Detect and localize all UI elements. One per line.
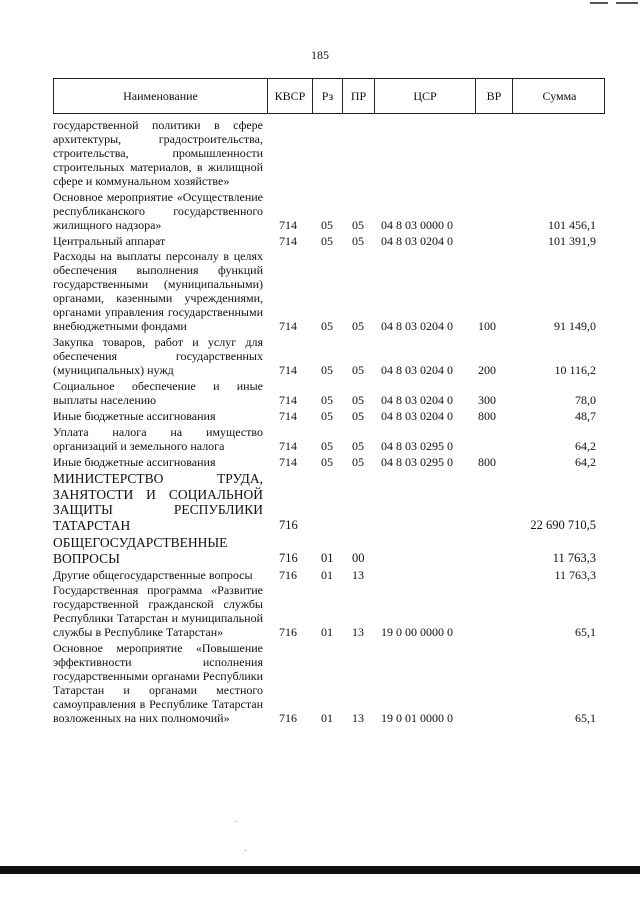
row-name: Центральный аппарат — [53, 234, 166, 248]
row-kvsr: 716 — [279, 550, 298, 565]
row-sum: 64,2 — [575, 439, 596, 453]
row-rz: 05 — [321, 393, 333, 407]
row-kvsr: 716 — [279, 625, 297, 639]
row-rz: 05 — [321, 363, 333, 377]
row-sum: 11 763,3 — [554, 568, 596, 582]
row-name: Закупка товаров, работ и услуг для обеспечения государственных (муниципальных) нужд — [53, 335, 263, 377]
row-csr: 04 8 03 0204 0 — [381, 409, 453, 423]
row-pr: 13 — [352, 711, 364, 725]
row-rz: 05 — [321, 409, 333, 423]
row-rz: 01 — [321, 568, 333, 582]
table-row — [53, 583, 613, 639]
row-vr: 300 — [478, 393, 496, 407]
row-pr: 05 — [352, 218, 364, 232]
table-row — [53, 535, 613, 566]
row-pr: 13 — [352, 568, 364, 582]
row-csr: 04 8 03 0204 0 — [381, 234, 453, 248]
row-sum: 101 391,9 — [548, 234, 596, 248]
table-row — [53, 190, 613, 232]
row-pr: 05 — [352, 439, 364, 453]
row-pr: 00 — [352, 550, 365, 565]
row-rz: 05 — [321, 234, 333, 248]
row-name: Другие общегосударственные вопросы — [53, 568, 253, 582]
table-row — [53, 471, 613, 533]
row-kvsr: 716 — [279, 568, 297, 582]
row-sum: 65,1 — [575, 625, 596, 639]
row-csr: 04 8 03 0204 0 — [381, 393, 453, 407]
row-csr: 19 0 00 0000 0 — [381, 625, 453, 639]
table-row — [53, 379, 613, 407]
header-name: Наименование — [54, 79, 268, 113]
row-pr: 05 — [352, 363, 364, 377]
row-kvsr: 714 — [279, 455, 297, 469]
table-row — [53, 335, 613, 377]
row-pr: 05 — [352, 409, 364, 423]
row-sum: 78,0 — [575, 393, 596, 407]
corner-mark-left — [590, 2, 608, 4]
row-sum: 10 116,2 — [554, 363, 596, 377]
row-sum: 101 456,1 — [548, 218, 596, 232]
row-vr: 800 — [478, 409, 496, 423]
header-sum: Сумма — [542, 89, 577, 103]
row-csr: 19 0 01 0000 0 — [381, 711, 453, 725]
row-kvsr: 714 — [279, 218, 297, 232]
row-rz: 01 — [321, 625, 333, 639]
row-vr: 800 — [478, 455, 496, 469]
row-name: ОБЩЕГОСУДАРСТВЕННЫЕ ВОПРОСЫ — [53, 535, 228, 566]
row-vr: 200 — [478, 363, 496, 377]
table-row — [53, 425, 613, 453]
row-csr: 04 8 03 0204 0 — [381, 319, 453, 333]
row-kvsr: 714 — [279, 319, 297, 333]
table-row — [53, 249, 613, 333]
row-csr: 04 8 03 0295 0 — [381, 439, 453, 453]
row-pr: 13 — [352, 625, 364, 639]
row-name: Основное мероприятие «Осуществление республиканского государственного жилищного надзора» — [53, 190, 263, 232]
page-number: 185 — [311, 48, 329, 62]
header-csr: ЦСР — [375, 79, 476, 113]
row-name: МИНИСТЕРСТВО ТРУДА, ЗАНЯТОСТИ И СОЦИАЛЬНОЙ ЗАЩИТЫ РЕСПУБЛИКИ ТАТАРСТАН — [53, 471, 263, 533]
row-csr: 04 8 03 0000 0 — [381, 218, 453, 232]
row-name: Расходы на выплаты персоналу в целях обеспечения выполнения функций государственными (муниципальными) органами, казенными учреждениями, органами управления государственными внебюджетными фондами — [53, 249, 263, 333]
row-name: Иные бюджетные ассигнования — [53, 455, 216, 469]
row-rz: 01 — [321, 711, 333, 725]
row-pr: 05 — [352, 393, 364, 407]
row-sum: 48,7 — [575, 409, 596, 423]
table-row — [53, 409, 613, 423]
table-row — [53, 455, 613, 469]
row-vr: 100 — [478, 319, 496, 333]
row-kvsr: 716 — [279, 711, 297, 725]
row-name: Иные бюджетные ассигнования — [53, 409, 216, 423]
table-body — [53, 118, 613, 727]
row-sum: 22 690 710,5 — [530, 517, 596, 532]
row-kvsr: 714 — [279, 439, 297, 453]
scan-speck — [236, 821, 237, 822]
table-row — [53, 641, 613, 725]
scan-speck — [245, 850, 246, 851]
row-kvsr: 714 — [279, 234, 297, 248]
row-sum: 11 763,3 — [552, 550, 596, 565]
row-csr: 04 8 03 0295 0 — [381, 455, 453, 469]
header-pr: ПР — [343, 79, 375, 113]
table-header — [53, 78, 605, 114]
table-row — [53, 234, 613, 248]
header-rz: Рз — [313, 79, 343, 113]
row-pr: 05 — [352, 455, 364, 469]
row-kvsr: 716 — [279, 517, 298, 532]
row-csr: 04 8 03 0204 0 — [381, 363, 453, 377]
row-sum: 64,2 — [575, 455, 596, 469]
row-kvsr: 714 — [279, 393, 297, 407]
header-kvsr: КВСР — [268, 79, 313, 113]
row-name: Уплата налога на имущество организаций и земельного налога — [53, 425, 263, 453]
table-row — [53, 118, 613, 188]
row-name: Основное мероприятие «Повышение эффективности исполнения государственными органами Республики Татарстан и органами местного самоуправления в Республике Татарстан возложенных на них полномочий» — [53, 641, 263, 725]
header-vr: ВР — [476, 79, 513, 113]
row-kvsr: 714 — [279, 363, 297, 377]
row-rz: 05 — [321, 218, 333, 232]
row-name: государственной политики в сфере архитектуры, градостроительства, строительства, промышленности строительных материалов, в жилищной сфере и коммунальном хозяйстве» — [53, 118, 263, 188]
row-rz: 05 — [321, 319, 333, 333]
row-rz: 05 — [321, 455, 333, 469]
table-row — [53, 568, 613, 582]
row-pr: 05 — [352, 319, 364, 333]
row-rz: 01 — [321, 550, 334, 565]
row-sum: 65,1 — [575, 711, 596, 725]
row-rz: 05 — [321, 439, 333, 453]
row-sum: 91 149,0 — [554, 319, 596, 333]
row-pr: 05 — [352, 234, 364, 248]
row-name: Государственная программа «Развитие государственной гражданской службы Республики Татарстан и муниципальной службы в Республике Татарстан» — [53, 583, 263, 639]
bottom-border-bar — [0, 866, 640, 874]
corner-mark-right — [616, 2, 638, 4]
row-name: Социальное обеспечение и иные выплаты населению — [53, 379, 263, 407]
row-kvsr: 714 — [279, 409, 297, 423]
